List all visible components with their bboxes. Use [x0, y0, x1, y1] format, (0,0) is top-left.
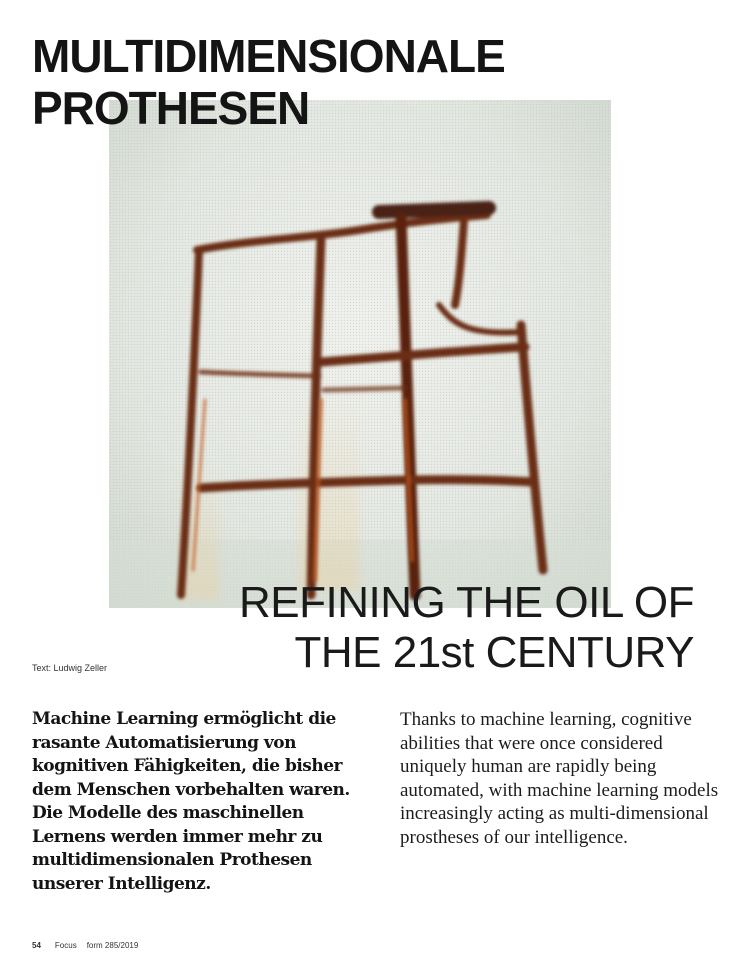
article-title	[32, 30, 505, 134]
page-footer	[32, 941, 138, 950]
lead-paragraph-german: Machine Learning ermöglicht die rasante Automatisierung von kognitiven Fähigkeiten, die bisher dem Menschen vorbehalten waren. Die Modelle des maschinellen Lernens werden immer mehr zu multidimensionalen Prothesen unserer Intelligenz.	[32, 709, 350, 894]
author-byline: Text: Ludwig Zeller	[32, 663, 108, 673]
page-number: 54	[32, 941, 41, 950]
lead-paragraph-english: Thanks to machine learning, cognitive abilities that were once considered uniquely human are rapidly being automated, with machine learning models increasingly acting as multi-dimensional prostheses of our intelligence.	[400, 709, 719, 848]
title-line-1: MULTIDIMENSIONALE	[32, 30, 505, 82]
generated-artwork-image	[109, 100, 611, 608]
subtitle-line-2: THE 21st CENTURY	[294, 628, 694, 677]
section-name: Focus	[54, 941, 77, 950]
issue-label: form 285/2019	[86, 941, 139, 950]
subtitle-line-1: REFINING THE OIL OF	[239, 578, 694, 627]
article-subtitle	[239, 578, 694, 678]
title-line-2: PROTHESEN	[32, 82, 310, 134]
